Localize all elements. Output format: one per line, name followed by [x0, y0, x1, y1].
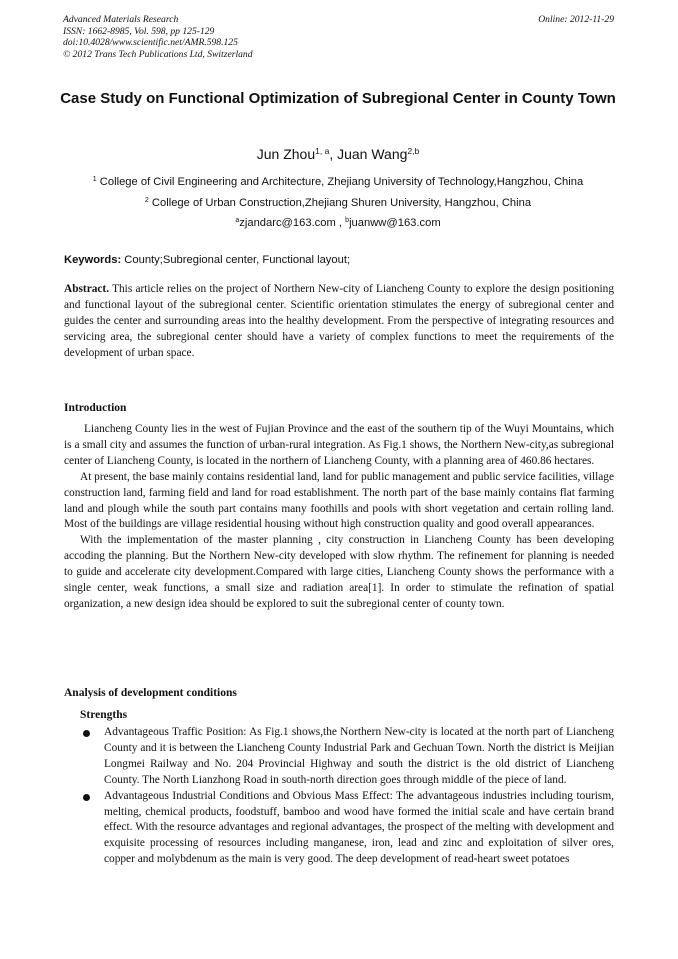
email-separator: ,: [335, 217, 346, 229]
paper-title: Case Study on Functional Optimization of Subregional Center in County Town: [60, 90, 616, 107]
copyright-line: © 2012 Trans Tech Publications Ltd, Switzerland: [63, 48, 253, 60]
strengths-list: [80, 725, 614, 868]
bullet-icon: [83, 794, 90, 801]
paragraph: At present, the base mainly contains residential land, land for public management and public service facilities, village construction land, farming field and land for road establishment. The north part of the base mainly contains flat farming land and plough while the south part contains many foothills and pools with short vegetation and certain rolling land. Most of the buildings are village residential housing without high construction quality and good overall appearances.: [64, 470, 614, 531]
abstract-label: Abstract.: [64, 283, 110, 295]
issn-line: ISSN: 1662-8985, Vol. 598, pp 125-129: [63, 25, 215, 37]
affil-text: College of Civil Engineering and Architecture, Zhejiang University of Technology,Hangzhou, China: [96, 176, 584, 188]
affil-text: College of Urban Construction,Zhejiang Shuren University, Hangzhou, China: [148, 197, 532, 209]
list-item-text: Advantageous Industrial Conditions and Obvious Mass Effect: The advantageous industries including tourism, melting, chemical products, foodstuff, bamboo and wood have formed the initial scale and have certain brand effect. With the resource advantages and regional advantages, the prospect of the melting with development and exquisite processing of resources including manganese, iron, lead and zinc and exploitation of silver ores, copper and molybdenum as the main is very good. The deep development of read-heart sweet potatoes: [104, 789, 614, 866]
journal-header: [63, 14, 253, 60]
affiliation-2: [60, 196, 616, 210]
email-link[interactable]: juanww@163.com: [349, 217, 441, 229]
online-date: Online: 2012-11-29: [538, 14, 614, 25]
list-item: [80, 789, 614, 869]
paragraph: With the implementation of the master planning , city construction in Liancheng County has been developing accoding the planning. But the Northern New-city developed with slow rhythm. The refinement for planning is needed to guide and accelerate city development.Compared with large cities, Liancheng County shows the performance with a single center, weak functions, a small size and radiation area[1]. In order to stimulate the refination of spatial organization, a new design idea should be explored to suit the subregional center of county town.: [64, 534, 614, 610]
email-sup: b: [345, 217, 350, 224]
affil-sup: 1: [92, 176, 97, 183]
author-line: [60, 145, 616, 163]
email-sup: a: [235, 217, 240, 224]
email-link[interactable]: zjandarc@163.com: [239, 217, 336, 229]
author-affil-sup: 1, a: [315, 146, 330, 156]
list-item: [80, 725, 614, 789]
keywords: [64, 253, 616, 267]
list-item-text: Advantageous Traffic Position: As Fig.1 shows,the Northern New-city is located at the north part of Liancheng County and it is between the Liancheng County Industrial Park and Gechuan Town. North the district is Meijian Longmei Railway and No. 204 Provincial Highway and south the district is the old district of Liancheng County. The North Lianzhong Road in south-north direction goes through middle of the piece of land.: [104, 726, 614, 786]
affil-sup: 2: [144, 197, 149, 204]
abstract: [64, 282, 614, 362]
keywords-label: Keywords:: [64, 254, 122, 266]
journal-name: Advanced Materials Research: [63, 14, 179, 25]
affiliation-1: [60, 175, 616, 189]
abstract-text: This article relies on the project of Northern New-city of Liancheng County to explore the design positioning and functional layout of the subregional center. Scientific orientation stimulates the energy of subregional center and guides the center and surrounding areas into the healthy development. From the perspective of integrating resources and servicing area, the subregional center should have a variety of complex functions to meet the requirements of the development of urban space.: [64, 283, 614, 359]
introduction-body: [64, 422, 614, 613]
section-heading-analysis: Analysis of development conditions: [64, 687, 237, 699]
author-name: Jun Zhou: [256, 146, 316, 162]
subsection-heading-strengths: Strengths: [80, 709, 128, 721]
author-affil-sup: 2,b: [407, 146, 420, 156]
paragraph: Liancheng County lies in the west of Fujian Province and the east of the southern tip of the Wuyi Mountains, which is a small city and assumes the function of urban-rural integration. As Fig.1 shows, the Northern New-city,as subregional center of Liancheng County, is located in the northern of Liancheng County, with a planning area of 460.86 hectares.: [64, 423, 614, 467]
section-heading-introduction: Introduction: [64, 402, 127, 414]
bullet-icon: [83, 730, 90, 737]
author-name: Juan Wang: [337, 146, 408, 162]
keywords-text: County;Subregional center, Functional layout;: [121, 254, 351, 266]
doi-line: doi:10.4028/www.scientific.net/AMR.598.125: [63, 37, 238, 49]
author-emails: [60, 216, 616, 230]
author-separator: ,: [329, 146, 338, 162]
